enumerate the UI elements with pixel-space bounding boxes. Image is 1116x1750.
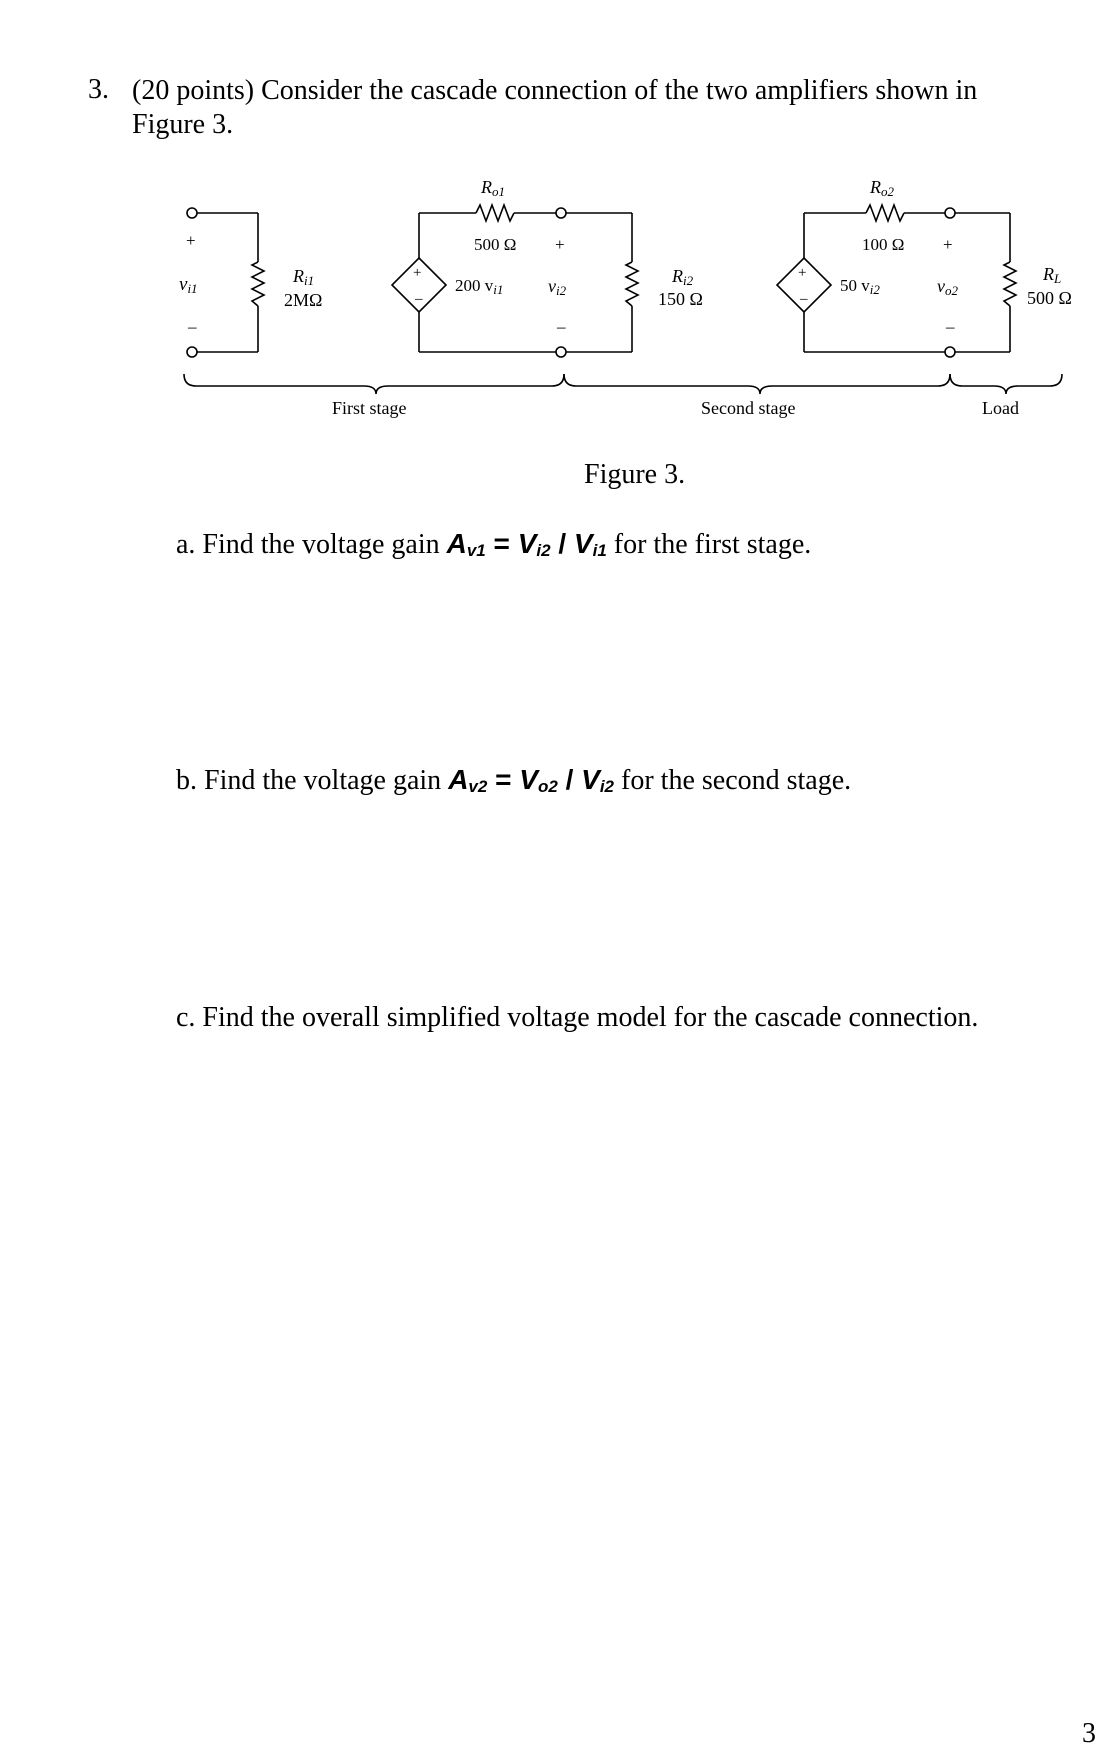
second-stage-brace: [564, 374, 950, 394]
ri1-sub: i1: [304, 273, 315, 288]
part-a-equation: $A_{v1} = V_{i2} / V_{i1}$: [446, 528, 607, 560]
vi2-minus: –: [557, 317, 566, 336]
rl-name: R: [1043, 264, 1054, 284]
part-b-equation: $A_{v2} = V_{o2} / V_{i2}$: [448, 764, 615, 796]
vi2-sub: i2: [556, 283, 567, 298]
svg-text:Ri1: [292, 266, 314, 288]
part-b: [176, 764, 851, 797]
ri2-sub: i2: [683, 273, 694, 288]
svg-text:vi1: [179, 274, 198, 296]
svg-text:vo2: [937, 276, 959, 298]
vo2-terminal-top: [945, 208, 955, 218]
src2-label: 50 v: [840, 276, 870, 295]
vo2-terminal-bottom: [945, 347, 955, 357]
load-brace: [950, 374, 1062, 394]
ro1-name: R: [481, 177, 492, 197]
ro2-name: R: [870, 177, 881, 197]
svg-text:vi2: [548, 276, 567, 298]
question-number: 3.: [88, 74, 109, 105]
vi1-plus: +: [186, 231, 196, 250]
src2-minus: –: [800, 291, 808, 307]
rl-sub: L: [1054, 271, 1062, 286]
svg-text:Ro2: [869, 177, 895, 199]
question-text: (20 points) Consider the cascade connection of the two amplifiers shown in Figure 3.: [132, 75, 978, 140]
ro2-resistor: [866, 205, 904, 221]
vi2-terminal-top: [556, 208, 566, 218]
svg-text:50 vi2: [840, 276, 880, 297]
src1-sub: i1: [493, 282, 504, 297]
vi2-plus: +: [555, 235, 565, 254]
figure-caption: Figure 3.: [584, 459, 686, 490]
part-c: c. Find the overall simplified voltage model for the cascade connection.: [176, 1002, 979, 1033]
part-a-prefix: a. Find the voltage gain: [176, 529, 440, 560]
part-b-prefix: b. Find the voltage gain: [176, 765, 442, 796]
ri2-name: R: [672, 266, 683, 286]
rl-resistor: [1004, 262, 1016, 306]
svg-text:200 vi1: [455, 276, 503, 297]
part-a-suffix: for the first stage.: [613, 529, 812, 560]
src2-sub: i2: [869, 282, 880, 297]
input-terminal-top: [187, 208, 197, 218]
load-label: Load: [982, 398, 1019, 418]
ro1-resistor: [476, 205, 514, 221]
part-b-suffix: for the second stage.: [621, 765, 852, 796]
ri1-resistor: [252, 262, 264, 306]
ro1-sub: o1: [492, 184, 505, 199]
vo2-sub: o2: [945, 283, 958, 298]
svg-text:RL: [1042, 264, 1061, 286]
first-stage-brace: [184, 374, 564, 394]
vi1-label: v: [179, 274, 188, 295]
src1-plus: +: [413, 265, 422, 281]
src2-plus: +: [798, 265, 807, 281]
vi1-sub: i1: [187, 281, 198, 296]
vi2-label: v: [548, 276, 556, 296]
ri1-name: R: [293, 266, 304, 286]
ro2-sub: o2: [881, 184, 894, 199]
svg-text:Ro1: [480, 177, 505, 199]
vo2-plus: +: [943, 235, 953, 254]
first-stage-label: First stage: [332, 398, 407, 418]
src1-minus: –: [415, 291, 423, 307]
svg-text:Ri2: [671, 266, 694, 288]
input-terminal-bottom: [187, 347, 197, 357]
vi2-terminal-bottom: [556, 347, 566, 357]
ro2-value: 100 Ω: [862, 235, 905, 254]
vo2-minus: –: [946, 317, 955, 336]
page-number: 3: [1082, 1718, 1096, 1749]
ri2-value: 150 Ω: [658, 289, 703, 309]
ri2-resistor: [626, 262, 638, 306]
vi1-minus: –: [188, 317, 197, 336]
vo2-label: v: [937, 276, 945, 296]
ro1-value: 500 Ω: [474, 235, 517, 254]
src1-label: 200 v: [455, 276, 494, 295]
ri1-value: 2MΩ: [284, 290, 323, 310]
part-a: [176, 528, 811, 561]
second-stage-label: Second stage: [701, 398, 796, 418]
circuit-figure: [0, 160, 1116, 440]
rl-value: 500 Ω: [1027, 288, 1072, 308]
